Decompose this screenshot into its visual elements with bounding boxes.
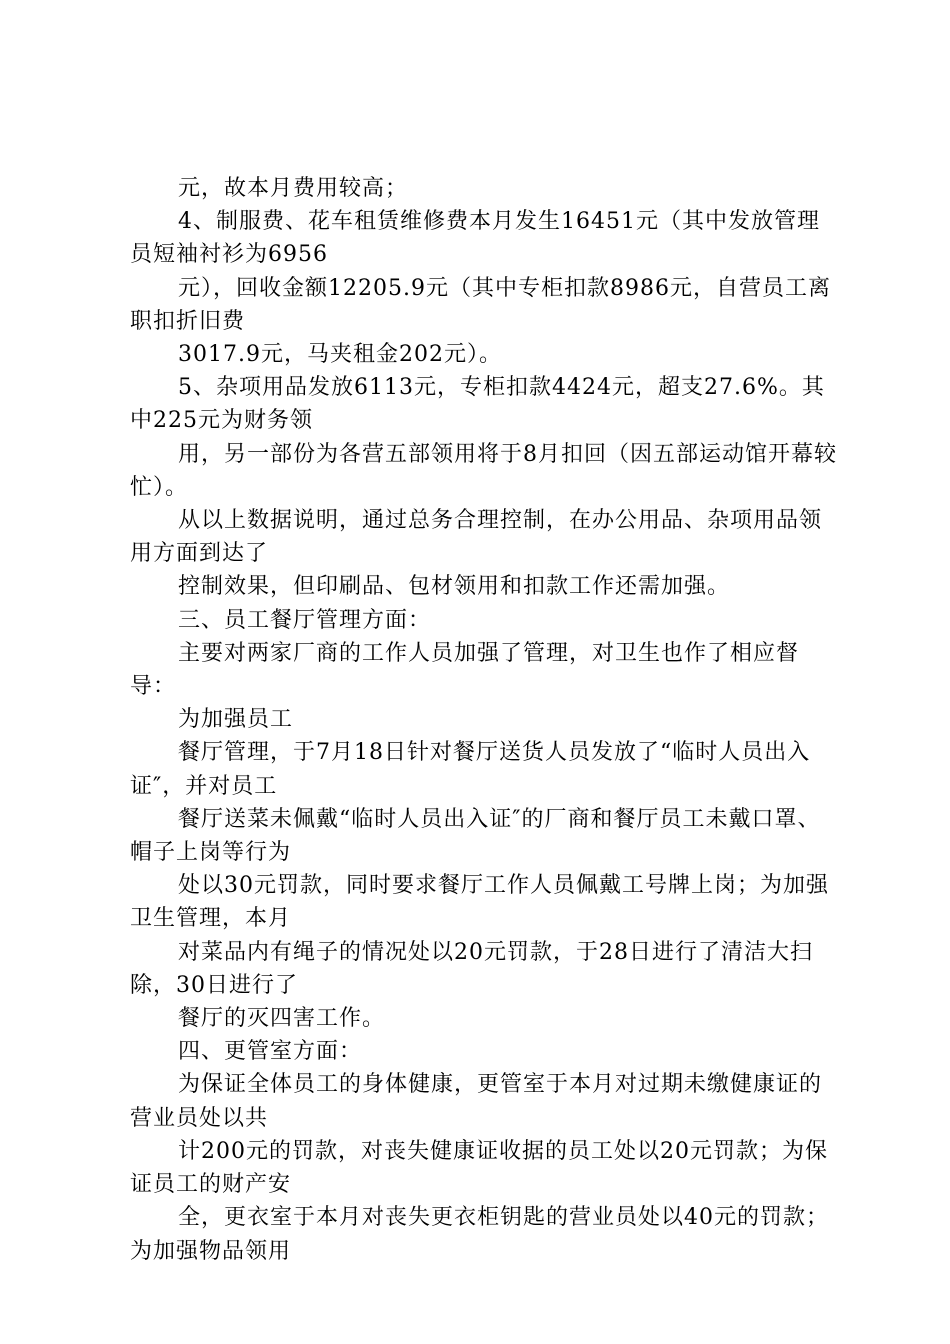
paragraph: 控制效果，但印刷品、包材领用和扣款工作还需加强。 — [178, 574, 731, 600]
section-heading: 三、员工餐厅管理方面： — [178, 607, 432, 633]
paragraph: 3017.9元，马夹租金202元）。 — [178, 342, 502, 368]
paragraph: 对菜品内有绳子的情况处以20元罚款，于28日进行了清洁大扫除，30日进行了 — [130, 939, 813, 998]
paragraph: 餐厅管理，于7月18日针对餐厅送货人员发放了“临时人员出入证″，并对员工 — [130, 740, 811, 799]
paragraph: 主要对两家厂商的工作人员加强了管理，对卫生也作了相应督导： — [130, 640, 800, 700]
paragraph: 为保证全体员工的身体健康，更管室于本月对过期未缴健康证的营业员处以共 — [130, 1072, 823, 1131]
paragraph: 用，另一部份为各营五部领用将于8月扣回（因五部运动馆开幕较忙）。 — [130, 441, 837, 500]
paragraph: 5、杂项用品发放6113元，专柜扣款4424元，超支27.6%。其中225元为财务领 — [130, 375, 825, 434]
paragraph: 全，更衣室于本月对丧失更衣柜钥匙的营业员处以40元的罚款；为加强物品领用 — [130, 1205, 829, 1264]
paragraph: 计200元的罚款，对丧失健康证收据的员工处以20元罚款；为保证员工的财产安 — [130, 1138, 828, 1198]
paragraph: 元，故本月费用较高； — [178, 176, 409, 201]
paragraph: 餐厅送菜未佩戴“临时人员出入证″的厂商和餐厅员工未戴口罩、帽子上岗等行为 — [130, 806, 821, 866]
paragraph: 为加强员工 — [178, 707, 294, 733]
section-heading: 四、更管室方面： — [178, 1039, 363, 1065]
paragraph: 餐厅的灭四害工作。 — [178, 1006, 386, 1032]
document-body — [130, 172, 840, 1268]
paragraph: 从以上数据说明，通过总务合理控制，在办公用品、杂项用品领用方面到达了 — [130, 508, 823, 567]
paragraph: 处以30元罚款，同时要求餐厅工作人员佩戴工号牌上岗；为加强卫生管理，本月 — [130, 873, 829, 932]
paragraph: 元），回收金额12205.9元（其中专柜扣款8986元，自营员工离职扣折旧费 — [130, 275, 831, 334]
paragraph: 4、制服费、花车租赁维修费本月发生16451元（其中发放管理员短袖衬衫为6956 — [130, 209, 820, 268]
